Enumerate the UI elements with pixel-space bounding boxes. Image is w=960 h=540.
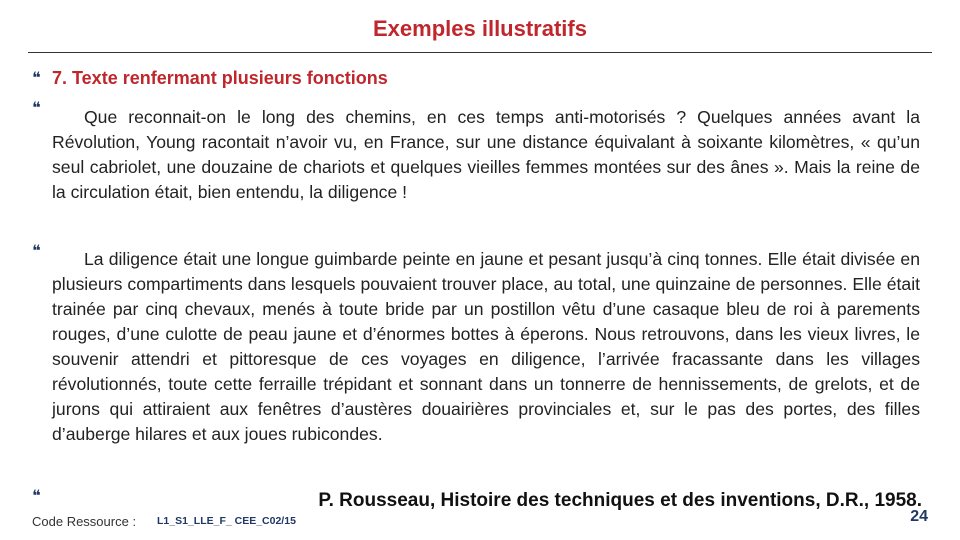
slide-title: Exemples illustratifs	[373, 16, 587, 41]
resource-code: L1_S1_LLE_F_ CEE_C02/15	[157, 515, 296, 527]
source-citation: P. Rousseau, Histoire des techniques et des inventions, D.R., 1958.	[318, 490, 922, 511]
bullet-icon: ❝	[32, 100, 41, 117]
paragraph-1: Que reconnait-on le long des chemins, en ces temps anti-motorisés ? Quelques années avant la Révolution, Young racontait n’avoir vu, en France, sur une distance équivalant à soixante kilomètres, « qu’un seul cabriolet, une douzaine de chariots et quelques vieilles femmes montées sur des ânes ». Mais la reine de la circulation était, bien entendu, la diligence !	[52, 107, 920, 202]
bullet-icon: ❝	[32, 243, 41, 260]
title-divider	[28, 52, 932, 53]
section-heading: 7. Texte renfermant plusieurs fonctions	[52, 68, 388, 88]
bullet-icon: ❝	[32, 70, 41, 87]
paragraph-2: La diligence était une longue guimbarde peinte en jaune et pesant jusqu’à cinq tonnes. Elle était divisée en plusieurs compartiments dans lesquels pouvaient trouver place, au total, une quinzaine de personnes. Elle était trainée par cinq chevaux, menés à toute bride par un postillon vêtu d’une casaque bleu de roi à parements rouges, d’une culotte de peau jaune et d’énormes bottes à éperons. Nous retrouvons, dans les vieux livres, le souvenir attendri et pittoresque de ces voyages en diligence, l’arrivée fracassante dans les villages révolutionnés, toute cette ferraille trépidant et sonnant dans un tonnerre de hennissements, de grelots, et de jurons qui attiraient aux fenêtres d’austères douairières provinciales et, sur le pas des portes, des filles d’auberge hilares et aux joues rubicondes.	[52, 249, 920, 444]
footer-label: Code Ressource :	[32, 514, 137, 529]
bullet-icon: ❝	[32, 488, 41, 505]
page-number: 24	[910, 508, 928, 525]
